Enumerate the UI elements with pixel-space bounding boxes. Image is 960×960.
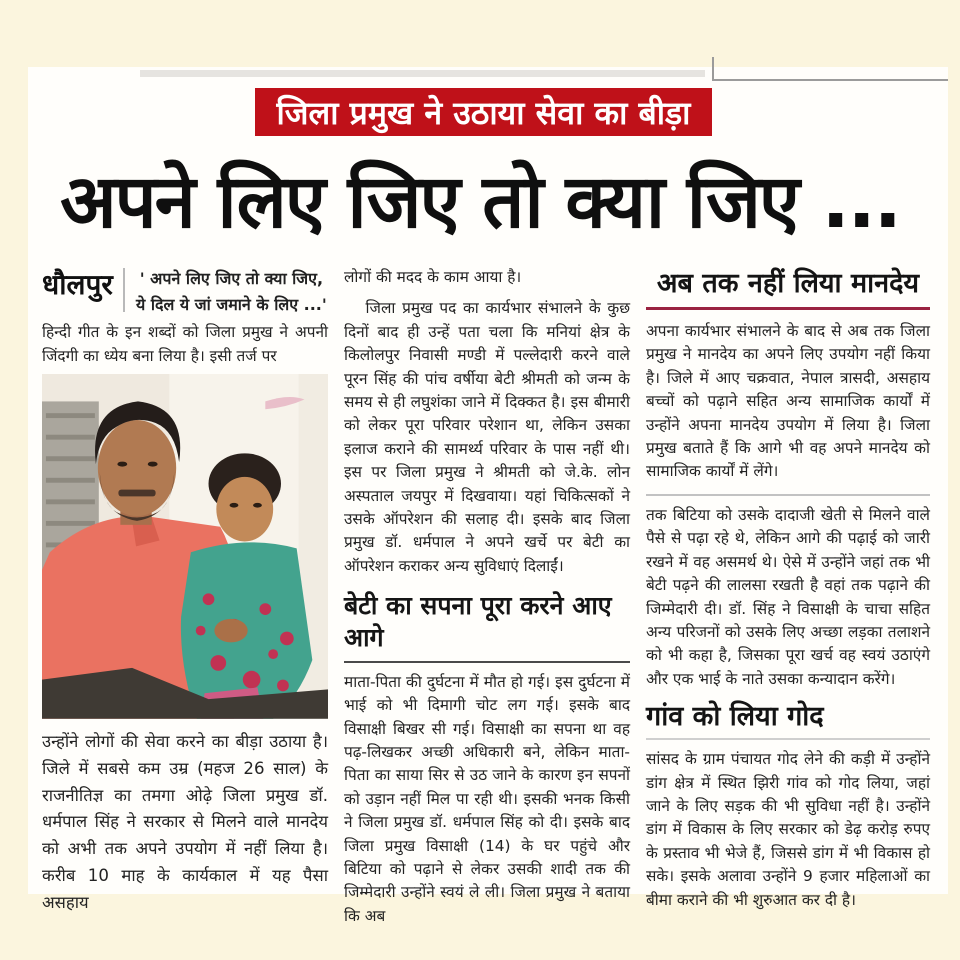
kicker-banner xyxy=(255,88,712,136)
column3-paragraph-1: अपना कार्यभार संभालने के बाद से अब तक जिला प्रमुख ने मानदेय का अपने लिए उपयोग नहीं किया है। जिले में आए चक्रवात, नेपाल त्रासदी, असहाय बच्चों को पढ़ाने सहित अन्य सामाजिक कार्यों में उन्होंने अपना मानदेय उपयोग में लिया है। जिला प्रमुख बताते हैं कि आगे भी वह अपने मानदेय को सामाजिक कार्यों में लेंगे। xyxy=(646,322,930,481)
column3-paragraph-3: सांसद के ग्राम पंचायत गोद लेने की कड़ी में उन्होंने डांग क्षेत्र में स्थित झिरी गांव को गोद लिया, जहां जाने के लिए सड़क की भी सुविधा नहीं है। उन्होंने डांग में विकास के लिए सरकार को डेढ़ करोड़ रुपए के प्रस्ताव भी भेजे हैं, जिससे डांग में भी विकास हो सके। इसके अलावा उन्होंने 9 हजार महिलाओं का बीमा कराने की भी शुरुआत कर दी है। xyxy=(646,750,930,909)
column3-paragraph-2: तक बिटिया को उसके दादाजी खेती से मिलने वाले पैसे से पढ़ा रहे थे, लेकिन आगे की पढ़ाई को जारी रखने में वह असमर्थ थे। ऐसे में उन्होंने जहां तक भी बेटी पढ़ने की लालसा रखती है वहां तक पढ़ाने की जिम्मेदारी दी। डॉ. सिंह ने विसाक्षी के चाचा सहित अन्य परिजनों को उसके लिए अच्छा लड़का तलाशने को भी कहा है, जिसका पूरा खर्च वह स्वयं उठाएंगे और एक भाई के नाते उसका कन्यादान करेंगे। xyxy=(646,505,930,688)
main-headline: अपने लिए जिए तो क्या जिए ... xyxy=(60,158,900,245)
song-quote-line1: ' अपने लिए जिए तो क्या जिए, xyxy=(139,269,324,288)
subhead-village-adopted: गांव को लिया गोद xyxy=(646,701,930,740)
dateline: धौलपुर xyxy=(42,268,113,301)
column2-paragraph-1: लोगों की मदद के काम आया है। xyxy=(344,268,522,286)
article-photo xyxy=(42,374,328,719)
column1-paragraph: उन्होंने लोगों की सेवा करने का बीड़ा उठाया है। जिले में सबसे कम उम्र (महज 26 साल) के राजनीतिज्ञ का तमगा ओढ़े जिला प्रमुख डॉ. धर्मपाल सिंह ने सरकार से मिलने वाले मानदेय को अभी तक अपने उपयोग में नहीं लिया है। करीब 10 माह के कार्यकाल में यह पैसा असहाय xyxy=(42,731,328,913)
song-quote xyxy=(135,266,328,317)
column2-paragraph-2: जिला प्रमुख पद का कार्यभार संभालने के कुछ दिनों बाद ही उन्हें पता चला कि मनियां क्षेत्र के किलोलपुर निवासी मण्डी में पल्लेदारी करने वाले पूरन सिंह की पांच वर्षीया बेटी श्रीमती को जन्म के समय से ही लघुशंका जाने में दिक्कत है। इस बीमारी को लेकर पूरा परिवार परेशान था, लेकिन उसका इलाज कराने की सामर्थ्य परिवार के पास नहीं थी। इस पर जिला प्रमुख ने श्रीमती को जे.के. लोन अस्पताल जयपुर में दिखवाया। यहां चिकित्सकों ने उसके ऑपरेशन की सलाह दी। इसके बाद जिला प्रमुख डॉ. धर्मपाल ने अपने खर्चे पर बेटी का ऑपरेशन कराकर अन्य सुविधाएं दिलाईं। xyxy=(344,299,630,575)
subhead-no-honorarium: अब तक नहीं लिया मानदेय xyxy=(646,268,930,310)
top-decorative-strip xyxy=(140,70,705,77)
intro-paragraph: हिन्दी गीत के इन शब्दों को जिला प्रमुख ने अपनी जिंदगी का ध्येय बना लिया है। इसी तर्ज पर xyxy=(42,323,328,365)
adjacent-article-border xyxy=(712,57,948,81)
column-2 xyxy=(344,266,630,928)
photo-man-with-child xyxy=(42,374,328,719)
article-body xyxy=(42,266,930,928)
column-3 xyxy=(646,266,930,928)
section-divider xyxy=(646,494,930,496)
column2-paragraph-3: माता-पिता की दुर्घटना में मौत हो गई। इस दुर्घटना में भाई को भी दिमागी चोट लग गई। इसके बाद विसाक्षी बिखर सी गई। विसाक्षी का सपना था वह पढ़-लिखकर अच्छी अधिकारी बने, लेकिन माता-पिता का साया सिर से उठ जाने के कारण इन सपनों को उड़ान नहीं मिल पा रही थी। इसकी भनक किसी ने जिला प्रमुख डॉ. धर्मपाल सिंह को दी। इसके बाद जिला प्रमुख विसाक्षी (14) के घर पहुंचे और बिटिया को पढ़ाने से लेकर उसकी शादी तक की जिम्मेदारी उन्होंने स्वयं ले ली। जिला प्रमुख ने बताया कि अब xyxy=(344,672,630,925)
dateline-row xyxy=(42,266,328,317)
song-quote-line2: ये दिल ये जां जमाने के लिए ...' xyxy=(136,294,327,314)
kicker-banner-text: जिला प्रमुख ने उठाया सेवा का बीड़ा xyxy=(276,94,691,132)
dateline-separator xyxy=(123,268,125,312)
column-1 xyxy=(42,266,328,928)
subhead-daughter-dream: बेटी का सपना पूरा करने आए आगे xyxy=(344,590,630,663)
